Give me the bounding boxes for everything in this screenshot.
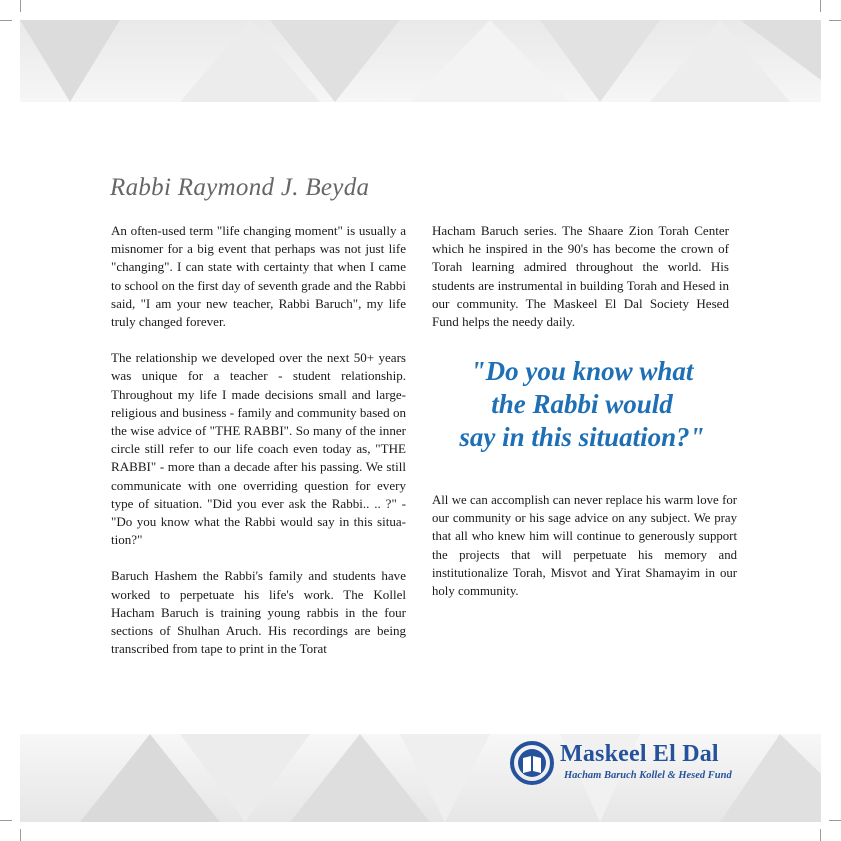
top-decorative-band: [20, 20, 821, 102]
paragraph: An often-used term "life changing moment" is usually a misnomer for a big event that perhaps was not just life "changing". I can state with certainty that when I came to school on the first day of seventh grade and the Rabbi said, "I am your new teacher, Rabbi Baruch", my life truly changed forever.: [111, 223, 406, 330]
paragraph: The relationship we developed over the next 50+ years was unique for a teacher - student relationship. Throughout my life I made decisions small and large- religious and business - family and community based on the wise advice of "THE RABBI". So many of the inner circle still refer to our life coach even today as, "THE RABBI" - more than a decade after his passing. We still communicate with one overriding question for every type of situation. "Did you ever ask the Rabbi.. .. ?" - "Do you know what the Rabbi would say in this situa-tion?": [111, 350, 406, 548]
right-column-bottom: [432, 491, 737, 618]
crop-mark: [0, 820, 12, 821]
pull-quote: [434, 355, 730, 454]
crop-mark: [820, 0, 821, 12]
crop-mark: [0, 20, 12, 21]
quote-line: the Rabbi would: [491, 389, 673, 419]
crop-mark: [829, 820, 841, 821]
right-column-top: [432, 222, 729, 349]
logo-name: Maskeel El Dal: [560, 741, 719, 767]
crop-mark: [820, 829, 821, 841]
crop-mark: [829, 20, 841, 21]
triangle-pattern-top: [20, 20, 821, 102]
quote-line: "Do you know what: [470, 356, 694, 386]
crop-mark: [20, 0, 21, 12]
quote-line: say in this situation?": [459, 422, 705, 452]
paragraph: All we can accomplish can never replace his warm love for our community or his sage advice on any subject. We pray that all who knew him will continue to generously support the projects that will perpetuate his memory and institutionalize Torah, Misvot and Yirat Shamayim in our holy community.: [432, 493, 737, 599]
logo-tagline: Hacham Baruch Kollel & Hesed Fund: [564, 770, 732, 781]
paragraph: Baruch Hashem the Rabbi's family and students have worked to perpetuate his life's work. The Kollel Hacham Baruch is training young rabbis in the four sections of Shulhan Aruch. His recordings are being transcribed from tape to print in the Torat: [111, 568, 406, 657]
paragraph: Hacham Baruch series. The Shaare Zion Torah Center which he inspired in the 90's has become the crown of Torah learning admired throughout the world. His students are instrumental in building Torah and Hesed in our community. The Maskeel El Dal Society Hesed Fund helps the needy daily.: [432, 223, 729, 330]
book-circle-icon: [510, 741, 554, 785]
left-column: [111, 222, 406, 676]
article-title: Rabbi Raymond J. Beyda: [110, 174, 370, 201]
crop-mark: [20, 829, 21, 841]
